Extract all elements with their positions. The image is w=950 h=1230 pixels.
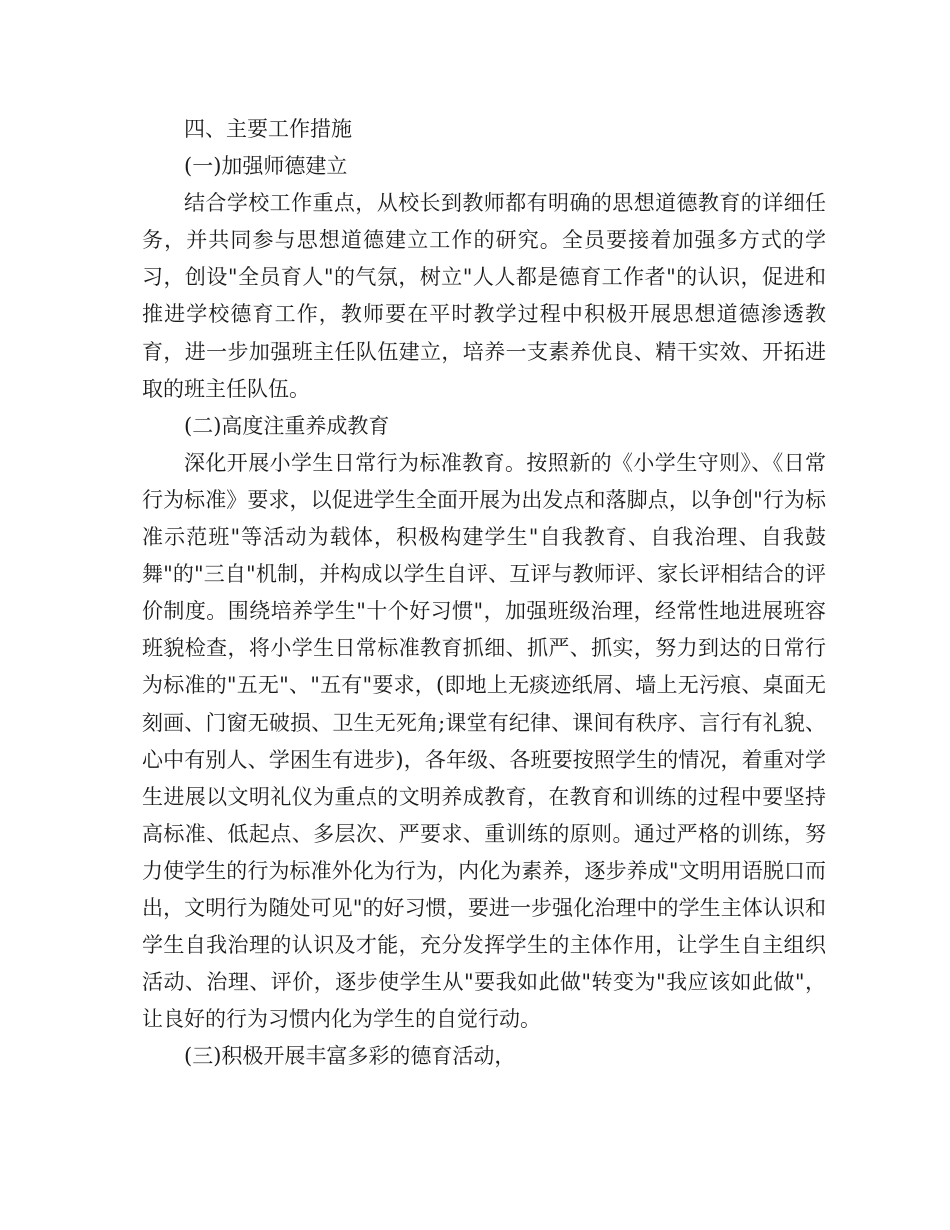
subsection-2-title: (二)高度注重养成教育 [184, 413, 390, 438]
subsection-1-title: (一)加强师德建立 [184, 154, 348, 179]
section-title: 四、主要工作措施 [184, 117, 352, 141]
document-body [142, 111, 826, 1075]
subsection-1-paragraph: 结合学校工作重点，从校长到教师都有明确的思想道德教育的详细任务，并共同参与思想道德建立工作的研究。全员要接着加强多方式的学习，创设"全员育人"的气氛，树立"人人都是德育工作者"的认识，促进和推进学校德育工作，教师要在平时教学过程中积极开展思想道德渗透教育，进一步加强班主任队伍建立，培养一支素养优良、精干实效、开拓进取的班主任队伍。 [142, 191, 826, 401]
subsection-3-title: (三)积极开展丰富多彩的德育活动， [184, 1044, 516, 1069]
subsection-2-paragraph: 深化开展小学生日常行为标准教育。按照新的《小学生守则》、《日常行为标准》要求，以促进学生全面开展为出发点和落脚点，以争创"行为标准示范班"等活动为载体，积极构建学生"自我教育、自我治理、自我鼓舞"的"三自"机制，并构成以学生自评、互评与教师评、家长评相结合的评价制度。围绕培养学生"十个好习惯"，加强班级治理，经常性地进展班容班貌检查，将小学生日常标准教育抓细、抓严、抓实，努力到达的日常行为标准的"五无"、"五有"要求，(即地上无痰迹纸屑、墙上无污痕、桌面无刻画、门窗无破损、卫生无死角;课堂有纪律、课间有秩序、言行有礼貌、心中有别人、学困生有进步)，各年级、各班要按照学生的情况，着重对学生进展以文明礼仪为重点的文明养成教育，在教育和训练的过程中要坚持高标准、低起点、多层次、严要求、重训练的原则。通过严格的训练，努力使学生的行为标准外化为行为，内化为素养，逐步养成"文明用语脱口而出，文明行为随处可见"的好习惯，要进一步强化治理中的学生主体认识和学生自我治理的认识及才能，充分发挥学生的主体作用，让学生自主组织活动、治理、评价，逐步使学生从"要我如此做"转变为"我应该如此做"，让良好的行为习惯内化为学生的自觉行动。 [142, 450, 826, 1032]
